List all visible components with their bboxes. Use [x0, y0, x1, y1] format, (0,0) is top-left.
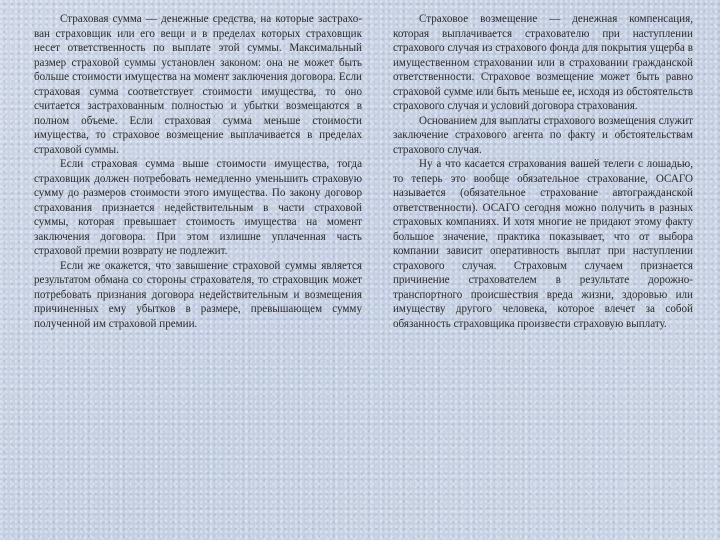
paragraph-fraud-overstatement: Если же окажется, что завышение страховой суммы является результатом обмана со стороны страхователя, то страховщик может потребовать признания договора недействительным и возмещения причиненных ему убытков в размере, превышающем сумму полученной им страховой премии.: [34, 259, 362, 330]
paragraph-insurance-compensation: Страховое возмещение — денежная компенсация, которая выплачивается страхователю при наступлении страхового случая из страхового фонда для покрытия ущерба в имущественном страховании или в страховании гражданской ответственности. Страховое возмещение может быть равно страховой сумме или быть меньше ее, исходя из обстоятельств страхового случая и условий договора страхования.: [393, 13, 693, 112]
left-text-column: [34, 12, 362, 331]
paragraph-osago: Ну а что касается страхования вашей телеги с лошадью, то теперь это вообще обязательное страхование, ОСАГО называется (обязательное страхование автогражданской ответственности). ОСАГО сегодня можно получить в разных страховых компаниях. И хотя многие не придают этому факту большое значение, практика показывает, что от выбора компании зависит оперативность выплат при наступлении страхового случая. Страховым случаем признается причинение страхователем в результате дорожно-транспортного происшествия вреда жизни, здоровью или имуществу другого человека, которое влечет за собой обязанность страховщика произвести страховую выплату.: [393, 158, 693, 330]
paragraph-insured-sum: Страховая сумма — денежные средства, на которые застрахо-ван страховщик или его вещи и в пределах которых страховщик несет ответственность по выплате этой суммы. Максимальный размер страховой суммы установлен законом: она не может быть больше стоимости имущества на момент заключения договора. Если страховая сумма соответствует стоимости имущества, то оно считается застрахованным полностью и убытки возмещаются в полном объеме. Если страховая сумма меньше стоимости имущества, то страховое возмещение выплачивается в пределах страховой суммы.: [34, 13, 362, 156]
right-text-column: [393, 12, 693, 331]
paragraph-sum-exceeds-value: Если страховая сумма выше стоимости имущества, тогда страховщик должен потребовать немедленно уменьшить страховую сумму до размеров стоимости этого имущества. По закону договор страхования признается недействительным в части страховой суммы, которая превышает стоимость имущества на момент заключения договора. При этом излишне уплаченная часть страховой премии возврату не подлежит.: [34, 158, 362, 257]
paragraph-payment-basis: Основанием для выплаты страхового возмещения служит заключение страхового агента по факту и обстоятельствам страхового случая.: [393, 114, 693, 156]
